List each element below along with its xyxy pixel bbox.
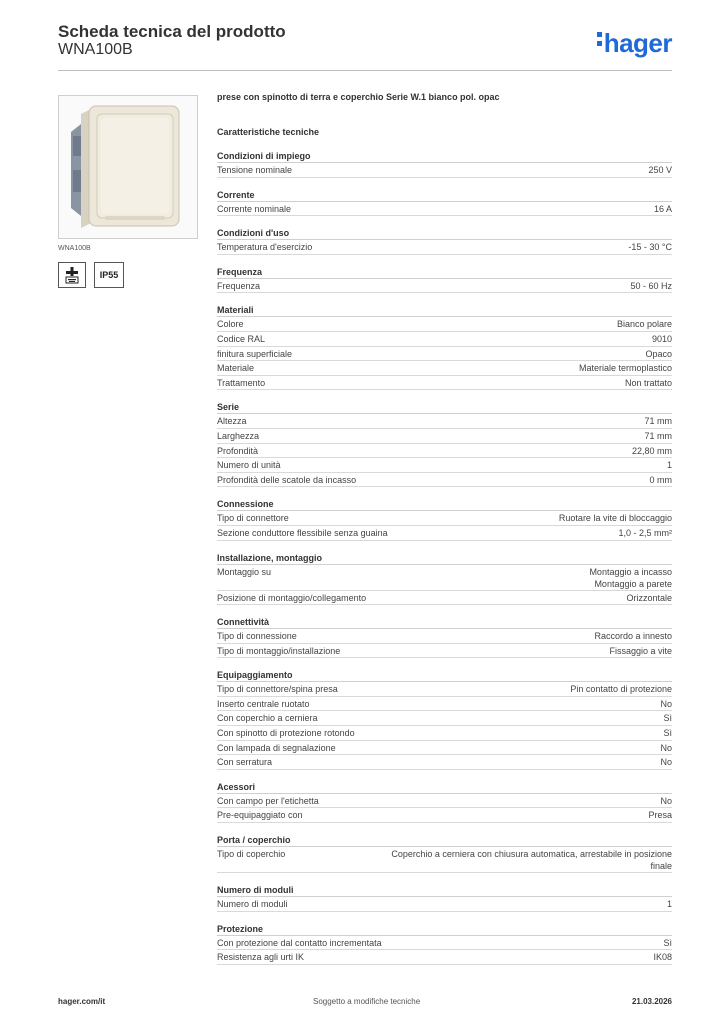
- spec-sections: [217, 150, 672, 965]
- spec-label: Con protezione dal contatto incrementata: [217, 937, 382, 948]
- spec-row: [217, 473, 672, 488]
- spec-section-title: Serie: [217, 401, 672, 414]
- spec-value: Sì: [663, 713, 672, 724]
- spec-row: [217, 682, 672, 697]
- spec-section: [217, 150, 672, 178]
- spec-value: 71 mm: [644, 416, 672, 427]
- logo-text: hager: [603, 28, 672, 58]
- spec-section: [217, 923, 672, 965]
- spec-value: Ruotare la vite di bloccaggio: [558, 513, 672, 524]
- spec-label: Inserto centrale ruotato: [217, 698, 310, 709]
- spec-section-title: Connettività: [217, 616, 672, 629]
- spec-label: Con serratura: [217, 757, 273, 768]
- logo-colon-icon: [597, 28, 602, 50]
- certification-badges: [58, 262, 198, 288]
- spec-row: [217, 444, 672, 459]
- spec-value: 250 V: [648, 165, 672, 175]
- spec-value: Presa: [648, 810, 672, 821]
- spec-label: Frequenza: [217, 280, 261, 291]
- spec-label: Profondità: [217, 445, 259, 456]
- spec-section: [217, 884, 672, 912]
- spec-row: [217, 240, 672, 255]
- spec-row: [217, 332, 672, 347]
- spec-row: [217, 202, 672, 217]
- spec-row: [217, 317, 672, 332]
- spec-section: [217, 669, 672, 770]
- spec-row: [217, 591, 672, 606]
- spec-label: Numero di moduli: [217, 899, 288, 910]
- spec-label: Profondità delle scatole da incasso: [217, 474, 357, 485]
- spec-section-title: Equipaggiamento: [217, 669, 672, 682]
- spec-section-title: Corrente: [217, 189, 672, 202]
- spec-row: [217, 897, 672, 912]
- spec-value: Montaggio a incasso Montaggio a parete: [589, 566, 672, 589]
- socket-outlet-illustration: [59, 96, 197, 238]
- spec-section-title: Porta / coperchio: [217, 834, 672, 847]
- spec-value: No: [660, 795, 672, 806]
- spec-row: [217, 526, 672, 541]
- spec-row: [217, 697, 672, 712]
- spec-row: [217, 458, 672, 473]
- spec-value: Opaco: [645, 348, 672, 359]
- product-image-caption: WNA100B: [58, 245, 91, 252]
- spec-row: [217, 794, 672, 809]
- spec-value: Orizzontale: [626, 592, 672, 603]
- spec-row: [217, 629, 672, 644]
- footer-note: Soggetto a modifiche tecniche: [313, 997, 421, 1006]
- spec-label: Codice RAL: [217, 333, 266, 344]
- spec-label: Temperatura d'esercizio: [217, 242, 313, 253]
- spec-label: Tipo di connessione: [217, 631, 297, 642]
- spec-label: Posizione di montaggio/collegamento: [217, 592, 367, 603]
- spec-section: [217, 266, 672, 294]
- spec-row: [217, 511, 672, 526]
- spec-row: [217, 279, 672, 294]
- spec-label: Con coperchio a cerniera: [217, 713, 318, 724]
- ip-rating-badge: IP55: [94, 262, 124, 288]
- spec-value: -15 - 30 °C: [628, 242, 672, 253]
- product-image: [58, 95, 198, 239]
- spec-label: Con spinotto di protezione rotondo: [217, 728, 355, 739]
- spec-value: IK08: [653, 952, 672, 963]
- spec-value: Bianco polare: [616, 319, 672, 330]
- spec-label: Tipo di connettore: [217, 513, 289, 524]
- spec-value: Raccordo a innesto: [594, 631, 672, 642]
- spec-section-title: Installazione, montaggio: [217, 552, 672, 565]
- spec-row: [217, 376, 672, 391]
- spec-value: Materiale termoplastico: [578, 363, 672, 374]
- spec-label: Tipo di coperchio: [217, 849, 286, 860]
- earth-symbol-icon: [63, 266, 81, 284]
- spec-value: 0 mm: [649, 474, 672, 485]
- spec-row: [217, 726, 672, 741]
- product-sidebar: [58, 95, 198, 288]
- spec-label: Larghezza: [217, 430, 260, 441]
- hager-logo: [597, 28, 672, 59]
- spec-label: Con campo per l'etichetta: [217, 795, 319, 806]
- spec-row: [217, 163, 672, 178]
- product-description: prese con spinotto di terra e coperchio Serie W.1 bianco pol. opac: [217, 92, 500, 102]
- spec-section: [217, 304, 672, 390]
- spec-row: [217, 711, 672, 726]
- spec-section: [217, 834, 672, 873]
- spec-row: [217, 361, 672, 376]
- spec-value: No: [660, 757, 672, 768]
- spec-section: [217, 498, 672, 540]
- spec-label: Colore: [217, 319, 244, 330]
- spec-row: [217, 755, 672, 770]
- spec-section: [217, 781, 672, 823]
- footer-website: hager.com/it: [58, 997, 106, 1006]
- spec-row: [217, 414, 672, 429]
- spec-value: Fissaggio a vite: [609, 645, 672, 656]
- product-code: WNA100B: [58, 41, 133, 58]
- spec-section: [217, 616, 672, 658]
- spec-section: [217, 227, 672, 255]
- spec-value: 1,0 - 2,5 mm²: [618, 527, 672, 538]
- spec-value: 22,80 mm: [631, 445, 672, 456]
- spec-value: Pin contatto di protezione: [570, 684, 672, 695]
- section-heading: Caratteristiche tecniche: [217, 127, 320, 137]
- spec-value: 50 - 60 Hz: [630, 280, 672, 291]
- spec-section-title: Frequenza: [217, 266, 672, 279]
- spec-value: Coperchio a cerniera con chiusura automatica, arrestabile in posizione finale: [391, 849, 672, 872]
- spec-label: Altezza: [217, 416, 247, 427]
- earth-protection-icon: [58, 262, 86, 288]
- spec-label: Numero di unità: [217, 460, 281, 471]
- spec-value: 1: [666, 460, 672, 471]
- spec-label: Tensione nominale: [217, 165, 293, 175]
- spec-label: Montaggio su: [217, 566, 272, 577]
- spec-value: 71 mm: [644, 430, 672, 441]
- spec-value: 16 A: [653, 203, 672, 214]
- spec-row: [217, 644, 672, 659]
- spec-label: Resistenza agli urti IK: [217, 952, 305, 963]
- spec-label: Con lampada di segnalazione: [217, 742, 336, 753]
- spec-section-title: Connessione: [217, 498, 672, 511]
- spec-label: Trattamento: [217, 377, 266, 388]
- spec-value: No: [660, 742, 672, 753]
- page-header: [58, 20, 672, 71]
- spec-label: Corrente nominale: [217, 203, 292, 214]
- spec-section-title: Condizioni di impiego: [217, 150, 672, 163]
- spec-value: Sì: [663, 937, 672, 948]
- spec-row: [217, 936, 672, 951]
- spec-section: [217, 189, 672, 217]
- spec-value: 9010: [651, 333, 672, 344]
- spec-label: Pre-equipaggiato con: [217, 810, 303, 821]
- spec-value: Sì: [663, 728, 672, 739]
- spec-section-title: Protezione: [217, 923, 672, 936]
- spec-row: [217, 847, 672, 873]
- footer-date: 21.03.2026: [631, 997, 672, 1006]
- page-title: Scheda tecnica del prodotto: [58, 22, 286, 41]
- technical-data: [217, 92, 672, 965]
- spec-row: [217, 950, 672, 965]
- spec-label: Sezione conduttore flessibile senza guaina: [217, 527, 388, 538]
- spec-label: Tipo di connettore/spina presa: [217, 684, 338, 695]
- spec-row: [217, 565, 672, 591]
- spec-section: [217, 401, 672, 487]
- spec-row: [217, 808, 672, 823]
- spec-section-title: Materiali: [217, 304, 672, 317]
- spec-section-title: Numero di moduli: [217, 884, 672, 897]
- spec-row: [217, 347, 672, 362]
- spec-value: Non trattato: [624, 377, 672, 388]
- spec-label: Tipo di montaggio/installazione: [217, 645, 341, 656]
- spec-section-title: Condizioni d'uso: [217, 227, 672, 240]
- spec-value: 1: [666, 899, 672, 910]
- spec-value: No: [660, 698, 672, 709]
- spec-label: Materiale: [217, 363, 255, 374]
- spec-section-title: Acessori: [217, 781, 672, 794]
- spec-section: [217, 552, 672, 606]
- spec-row: [217, 429, 672, 444]
- spec-label: finitura superficiale: [217, 348, 293, 359]
- spec-row: [217, 741, 672, 756]
